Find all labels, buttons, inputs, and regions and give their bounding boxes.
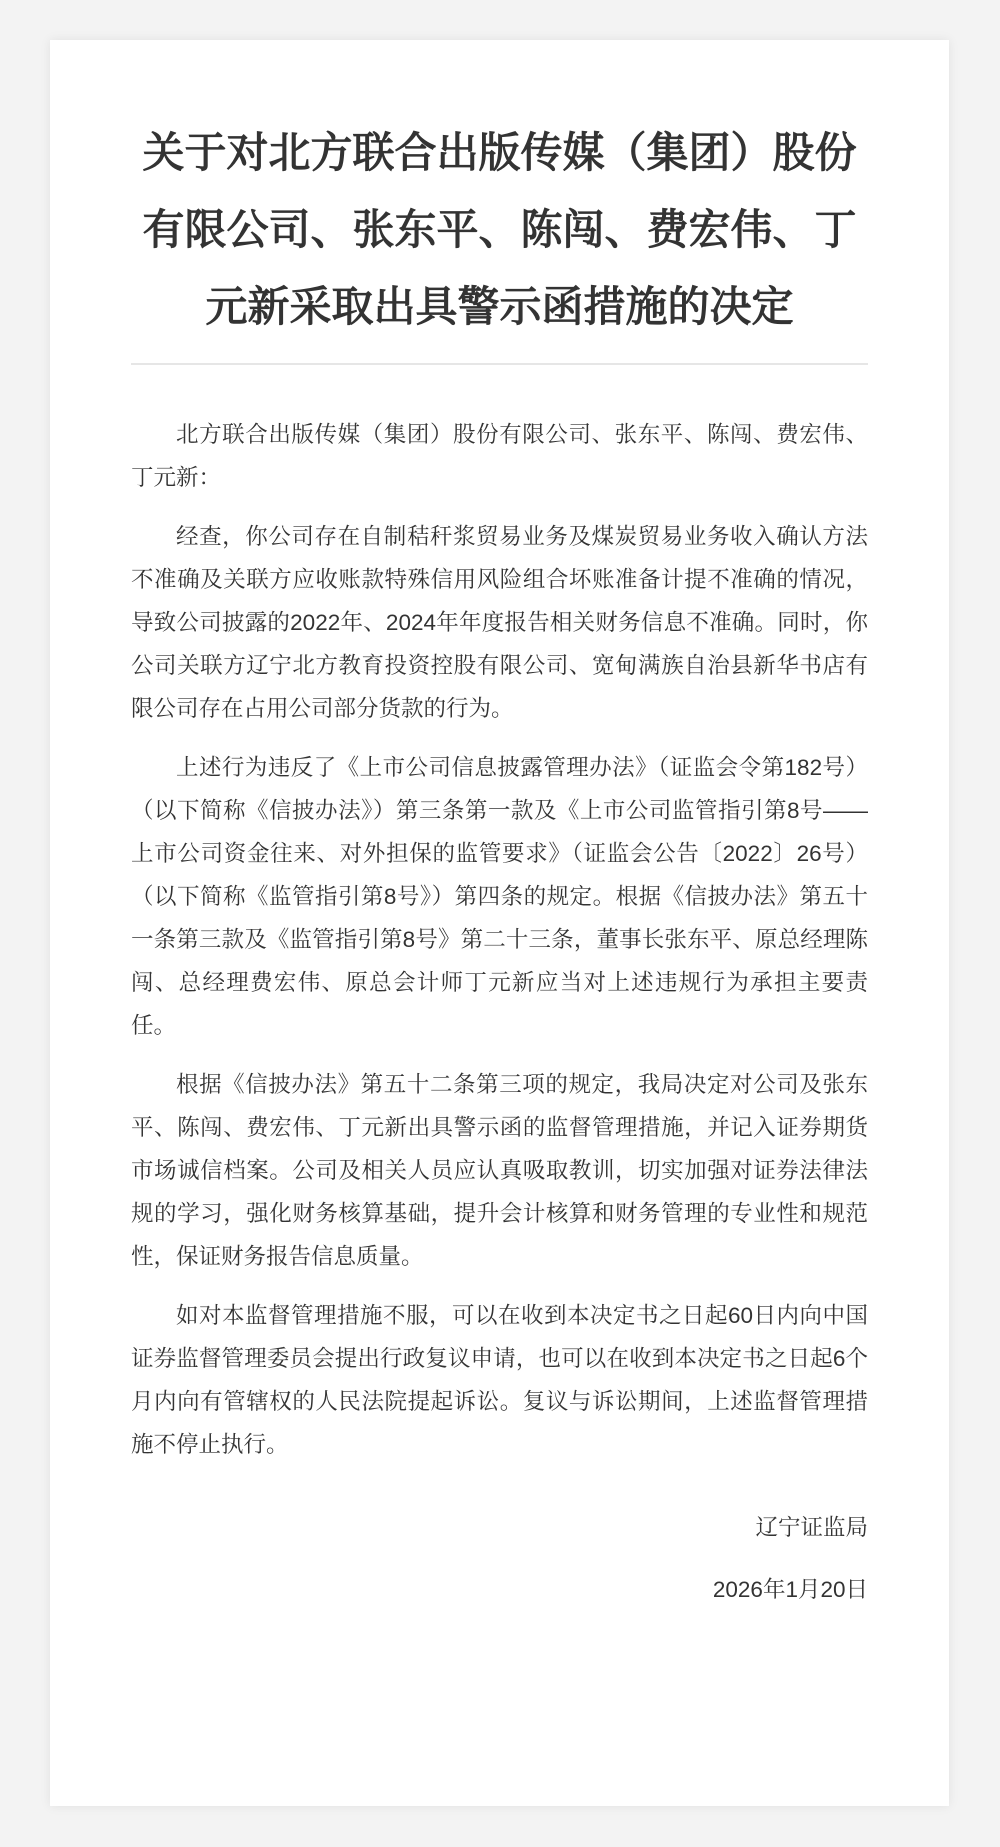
document-title: 关于对北方联合出版传媒（集团）股份有限公司、张东平、陈闯、费宏伟、丁元新采取出具警示函措施的决定 (142, 129, 857, 330)
document-card (50, 40, 949, 1806)
paragraph-addressee: 北方联合出版传媒（集团）股份有限公司、张东平、陈闯、费宏伟、丁元新： (131, 422, 868, 490)
paragraph-violations: 上述行为违反了《上市公司信息披露管理办法》（证监会令第182号）（以下简称《信披办法》）第三条第一款及《上市公司监管指引第8号——上市公司资金往来、对外担保的监管要求》（证监会公告〔2022〕26号）（以下简称《监管指引第8号》）第四条的规定。根据《信披办法》第五十一条第三款及《监管指引第8号》第二十三条，董事长张东平、原总经理陈闯、总经理费宏伟、原总会计师丁元新应当对上述违规行为承担主要责任。 (131, 755, 868, 1038)
issue-date: 2026年1月20日 (712, 1577, 868, 1602)
paragraph-decision: 根据《信披办法》第五十二条第三项的规定，我局决定对公司及张东平、陈闯、费宏伟、丁元新出具警示函的监督管理措施，并记入证券期货市场诚信档案。公司及相关人员应认真吸取教训，切实加强对证券法律法规的学习，强化财务核算基础，提升会计核算和财务管理的专业性和规范性，保证财务报告信息质量。 (131, 1072, 868, 1269)
issuer-signature: 辽宁证监局 (755, 1515, 868, 1540)
paragraph-appeal: 如对本监督管理措施不服，可以在收到本决定书之日起60日内向中国证券监督管理委员会提出行政复议申请，也可以在收到本决定书之日起6个月内向有管辖权的人民法院提起诉讼。复议与诉讼期间，上述监督管理措施不停止执行。 (131, 1303, 868, 1457)
paragraph-findings: 经查，你公司存在自制秸秆浆贸易业务及煤炭贸易业务收入确认方法不准确及关联方应收账款特殊信用风险组合坏账准备计提不准确的情况，导致公司披露的2022年、2024年年度报告相关财务信息不准确。同时，你公司关联方辽宁北方教育投资控股有限公司、宽甸满族自治县新华书店有限公司存在占用公司部分货款的行为。 (131, 524, 868, 721)
document-body (131, 365, 868, 1611)
